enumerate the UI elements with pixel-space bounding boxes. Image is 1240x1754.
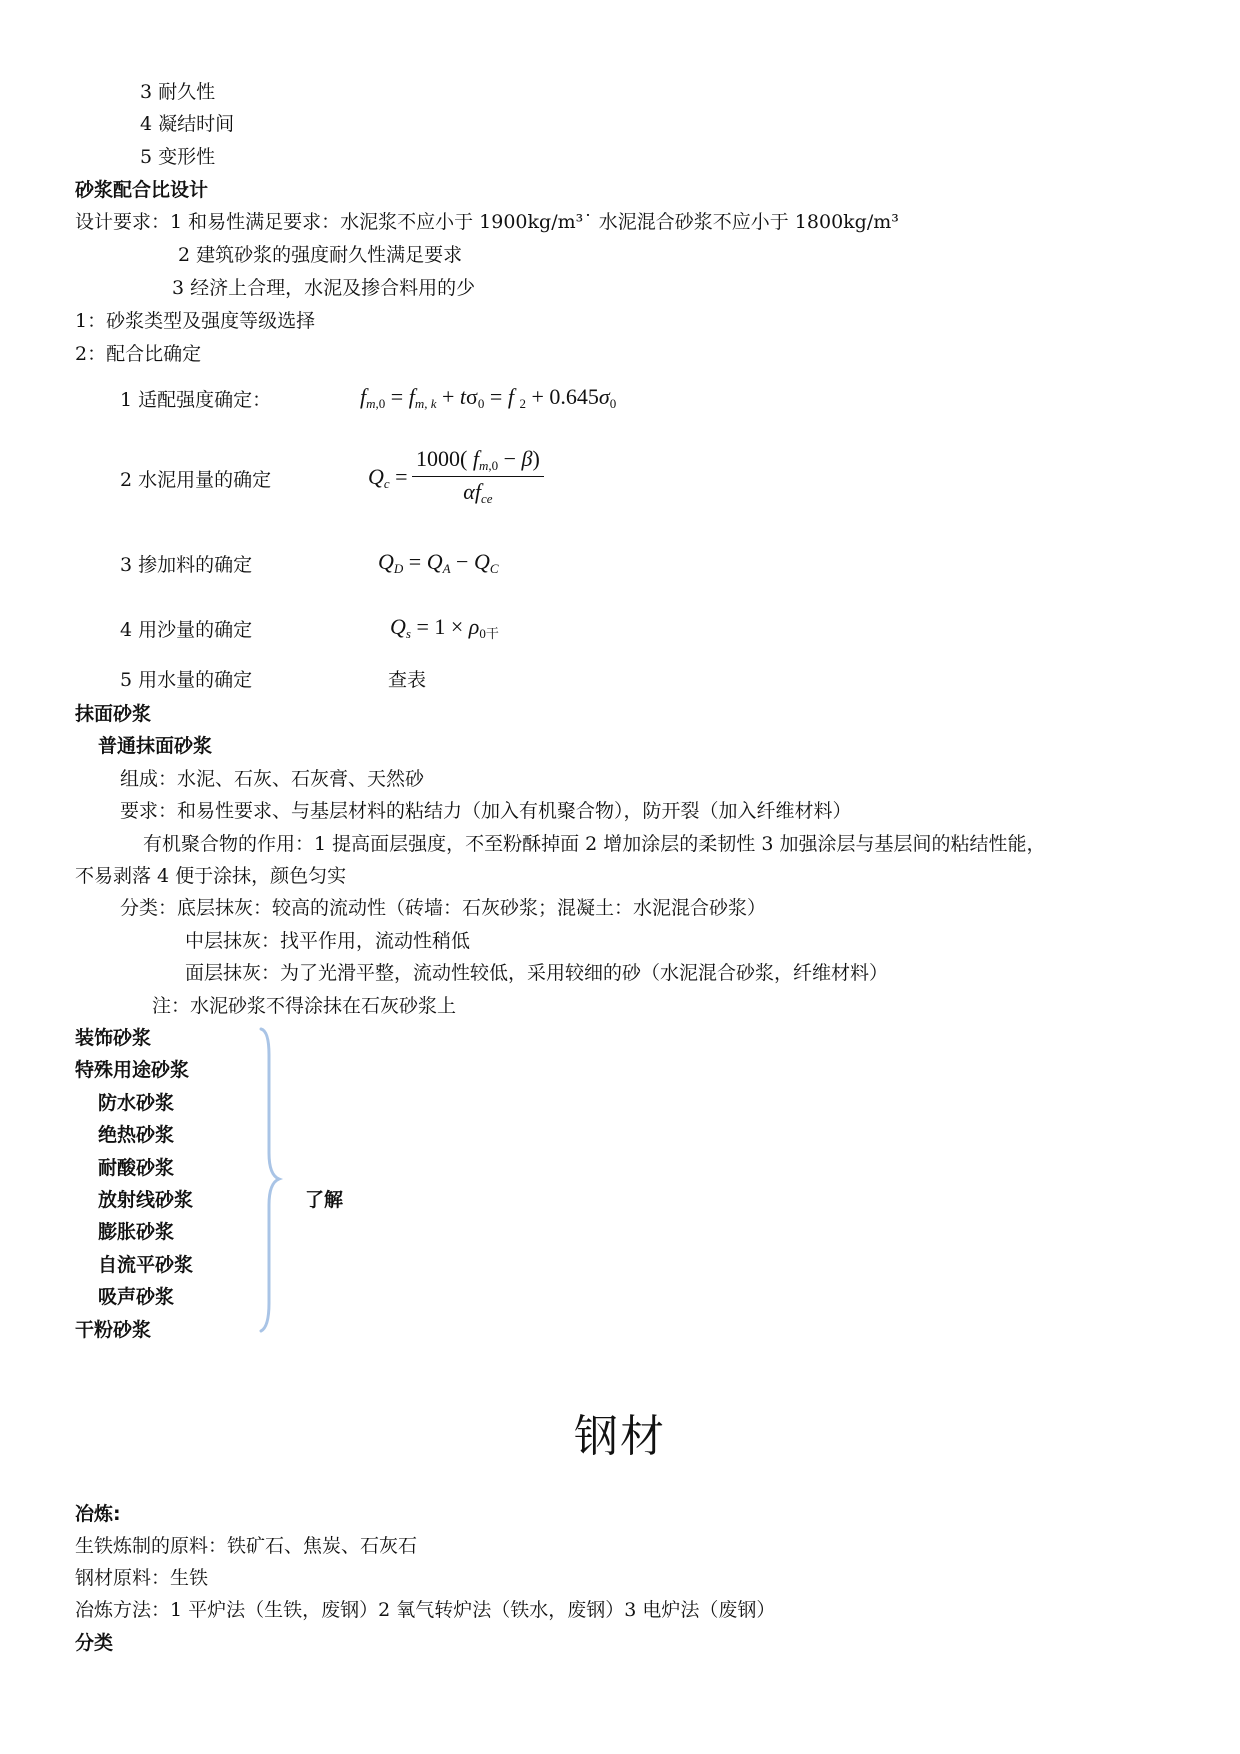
organic-polymer-line-2: 不易剥落 4 便于涂抹，颜色匀实 xyxy=(75,865,347,887)
formula-2-fraction xyxy=(412,446,544,507)
formula-5-label: 5 用水量的确定 xyxy=(120,669,253,691)
formula-4-subscript: 0干 xyxy=(479,626,499,641)
design-requirement-1: 设计要求：1 和易性满足要求：水泥浆不应小于 1900kg/m³˙ 水泥混合砂浆不应小于 1800kg/m³ xyxy=(75,211,899,233)
brace-label: 了解 xyxy=(305,1189,344,1211)
step-2: 2：配合比确定 xyxy=(75,343,202,365)
pig-iron-materials: 生铁炼制的原料：铁矿石、焦炭、石灰石 xyxy=(75,1535,418,1557)
line-setting-time: 4 凝结时间 xyxy=(140,113,235,135)
heading-smelting: 冶炼: xyxy=(75,1503,121,1525)
expansion-mortar: 膨胀砂浆 xyxy=(98,1221,175,1243)
design-requirement-2: 2 建筑砂浆的强度耐久性满足要求 xyxy=(178,244,463,266)
note: 注：水泥砂浆不得涂抹在石灰砂浆上 xyxy=(152,995,457,1017)
formula-5-value: 查表 xyxy=(388,669,427,691)
classification-top: 面层抹灰：为了光滑平整，流动性较低，采用较细的砂（水泥混合砂浆，纤维材料） xyxy=(185,962,889,984)
steel-materials: 钢材原料：生铁 xyxy=(75,1567,209,1589)
decorative-mortar: 装饰砂浆 xyxy=(75,1027,152,1049)
formula-2-label: 2 水泥用量的确定 xyxy=(120,469,272,491)
heading-normal-plaster: 普通抹面砂浆 xyxy=(98,735,213,757)
heading-mix-design: 砂浆配合比设计 xyxy=(75,179,209,201)
organic-polymer-line-1: 有机聚合物的作用：1 提高面层强度，不至粉酥掉面 2 增加涂层的柔韧性 3 加强涂层与基层间的粘结性能， xyxy=(143,833,1046,855)
formula-1: $f_{m,0} = f_{m, k} + t\sigma_0 = f$ $_2 + 0.645\sigma_0$ xyxy=(360,384,617,411)
requirements: 要求：和易性要求、与基层材料的粘结力（加入有机聚合物），防开裂（加入纤维材料） xyxy=(120,800,852,822)
step-1: 1：砂浆类型及强度等级选择 xyxy=(75,310,316,332)
smelting-methods: 冶炼方法：1 平炉法（生铁，废钢）2 氧气转炉法（铁水，废钢）3 电炉法（废钢） xyxy=(75,1599,776,1621)
acid-resistant-mortar: 耐酸砂浆 xyxy=(98,1157,175,1179)
heading-classification: 分类 xyxy=(75,1632,114,1654)
right-brace-icon xyxy=(255,1025,285,1335)
formula-2-numerator: 1000( $f_{m,0} - \beta$) xyxy=(412,446,544,477)
formula-1-label: 1 适配强度确定： xyxy=(120,389,272,411)
special-mortar: 特殊用途砂浆 xyxy=(75,1059,190,1081)
radiation-mortar: 放射线砂浆 xyxy=(98,1189,194,1211)
composition: 组成：水泥、石灰、石灰膏、天然砂 xyxy=(120,768,425,790)
dry-powder-mortar: 干粉砂浆 xyxy=(75,1319,152,1341)
section-title-steel: 钢材 xyxy=(574,1411,666,1462)
self-leveling-mortar: 自流平砂浆 xyxy=(98,1254,194,1276)
heading-plaster-mortar: 抹面砂浆 xyxy=(75,703,152,725)
formula-1-coefficient: 0.645 xyxy=(549,384,599,409)
waterproof-mortar: 防水砂浆 xyxy=(98,1092,175,1114)
formula-2-lhs: $Q_c$ = xyxy=(368,464,408,491)
formula-2-denominator: $\alpha f_{ce}$ xyxy=(463,479,493,506)
line-durability: 3 耐久性 xyxy=(140,81,216,103)
line-deformation: 5 变形性 xyxy=(140,146,216,168)
formula-3-label: 3 掺加料的确定 xyxy=(120,554,253,576)
sound-absorbing-mortar: 吸声砂浆 xyxy=(98,1286,175,1308)
insulation-mortar: 绝热砂浆 xyxy=(98,1124,175,1146)
classification-middle: 中层抹灰：找平作用，流动性稍低 xyxy=(185,930,471,952)
formula-3: $Q_D = Q_A - Q_C$ xyxy=(378,549,499,576)
formula-4: $Q_s = 1 \times \rho_{0干}$ xyxy=(390,614,499,641)
classification-bottom: 分类：底层抹灰：较高的流动性（砖墙：石灰砂浆；混凝土：水泥混合砂浆） xyxy=(120,897,767,919)
design-requirement-3: 3 经济上合理，水泥及掺合料用的少 xyxy=(172,277,476,299)
formula-4-label: 4 用沙量的确定 xyxy=(120,619,253,641)
